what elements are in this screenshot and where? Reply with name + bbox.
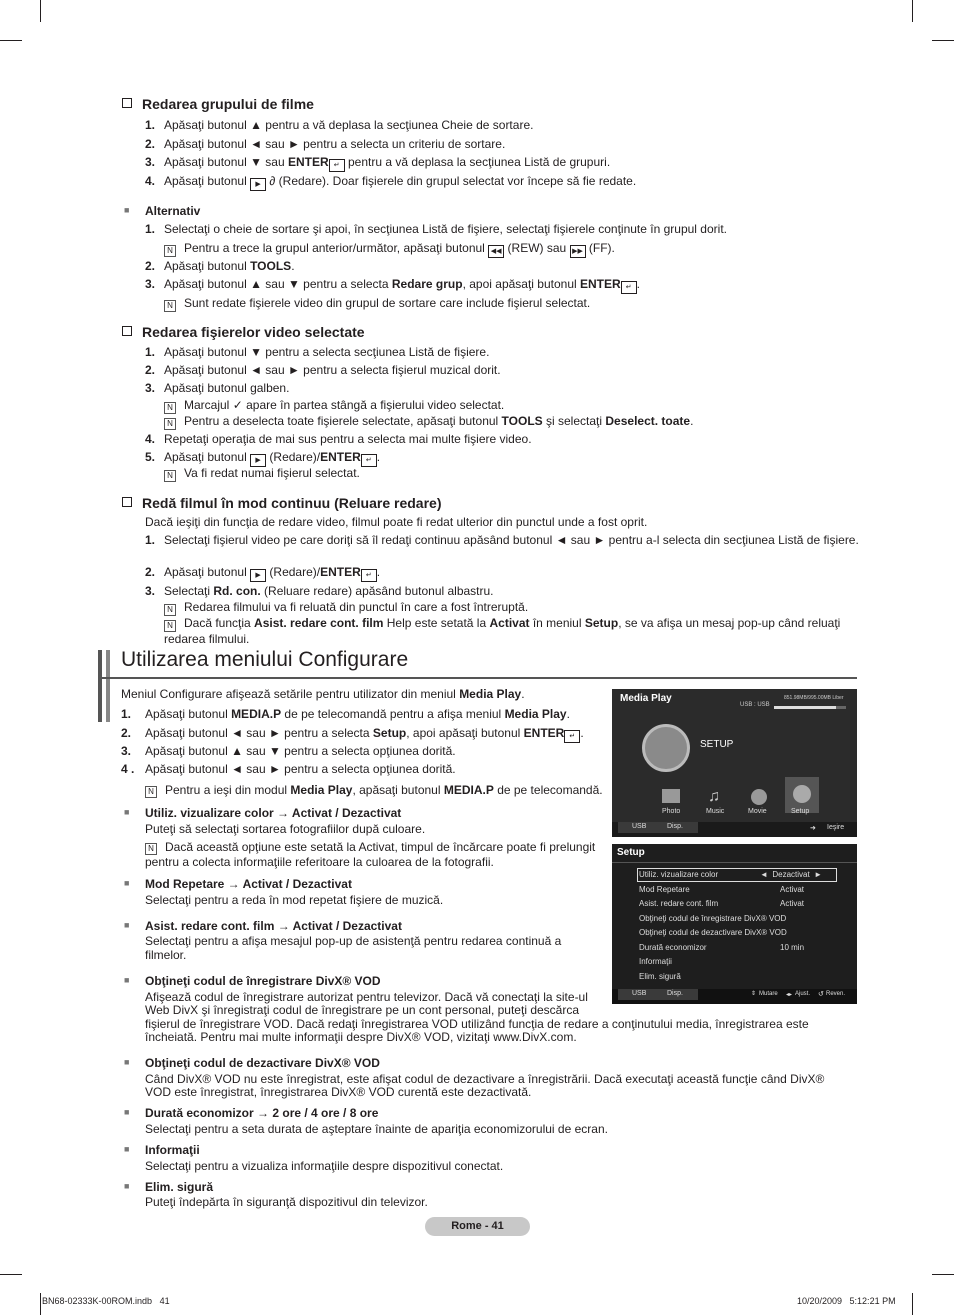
note: N Pentru a deselecta toate fişierele selectate, apăsaţi butonul TOOLS şi selectaţi Deselect. toate. [164,414,693,430]
step-number: 2. [121,726,132,740]
step-text: Apăsaţi butonul ◄ sau ► pentru a selecta opţiunea dorită. [145,762,456,776]
item-desc: Selectaţi pentru a reda în mod repetat fişiere de muzică. [145,893,444,907]
usb-label: USB : USB [740,702,770,708]
item-desc: Puteţi să selectaţi sortarea fotografiilor după culoare. [145,822,426,836]
fast-forward-icon: ▶▶ [570,245,586,258]
enter-icon: ↵ [361,569,377,582]
bullet-icon: ■ [124,205,130,215]
step-number: 1. [145,533,156,547]
item-desc: Puteţi îndepărta în siguranţă dispozitivul din televizor. [145,1195,428,1209]
section-heading: Redarea grupului de filme [122,96,314,112]
note: N Dacă această opţiune este setată la Activat, timpul de încărcare poate fi prelungit pentru a colecta informaţiile referitoare la culoarea de la fotografii. [145,840,596,869]
footer-usb: USB [632,990,647,997]
divider [612,862,857,863]
step-number: 3. [145,155,156,169]
play-icon: ▶ [250,569,266,582]
page-title: Utilizarea meniului Configurare [121,648,409,671]
note-icon: N [164,418,176,430]
step-text: Apăsaţi butonul ▲ pentru a vă deplasa la secţiunea Cheie de sortare. [164,118,534,132]
crop-mark [40,0,41,22]
setup-row-label[interactable]: Informaţii [639,957,672,966]
step-text: Apăsaţi butonul ▼ sau ENTER ↵ pentru a vă deplasa la secţiunea Listă de grupuri. [164,155,610,172]
step-number: 1. [121,707,132,721]
storage-label: 851.98MB/995.00MB Liber [784,695,844,701]
setup-row-label[interactable]: Elim. sigură [639,971,681,981]
item-desc: Selectaţi pentru a seta durata de aşteptare înainte de apariţia economizorului de ecran. [145,1122,608,1136]
note-icon: N [145,786,157,798]
enter-icon: ↵ [564,730,580,743]
intro-text: Meniul Configurare afişează setările pentru utilizator din meniul Media Play. [121,687,525,701]
checkmark-icon: ✓ [232,398,243,412]
note-icon: N [164,245,176,257]
decor-bar [98,650,102,722]
step-text: Apăsaţi butonul ▶ (Redare)/ENTER ↵ . [164,565,380,582]
footer-right: 10/20/2009 5:12:21 PM [797,1296,896,1306]
bullet-icon: ■ [124,807,130,817]
setup-row-value: ◄ Dezactivat ► [760,870,823,879]
rewind-icon: ◀◀ [488,245,504,258]
step-number: 4. [145,432,156,446]
bullet-icon: ■ [124,1107,130,1117]
note-icon: N [164,604,176,616]
checkbox-icon [122,497,132,507]
bullet-icon: ■ [124,1181,130,1191]
item-desc: Când DivX® VOD nu este înregistrat, este afişat codul de dezactivare a înregistrării. Dacă executaţi această funcţie când DivX® [145,1072,825,1086]
note: N Pentru a trece la grupul anterior/următor, apăsaţi butonul ◀◀ (REW) sau ▶▶ (FF). [164,241,615,258]
crop-mark [912,1293,913,1315]
bullet-icon: ■ [124,1057,130,1067]
section-heading: Redarea fişierelor video selectate [122,324,365,340]
setup-row-label[interactable]: Mod Repetare [639,884,690,894]
crop-mark [0,1274,22,1275]
page-number: Rome - 41 [425,1217,530,1236]
note-icon: N [164,470,176,482]
item-desc: Afişează codul de înregistrare autorizat pentru televizor. Dacă vă conectaţi la site-ul [145,990,588,1004]
item-title: Utiliz. vizualizare color → Activat / Dezactivat [145,806,402,820]
item-title: Elim. sigură [145,1180,214,1194]
step-text: Apăsaţi butonul ▼ pentru a selecta secţiunea Listă de fişiere. [164,345,490,359]
alt-label: Alternativ [145,204,201,218]
return-icon: ↺ [818,991,824,998]
music-label: Music [706,808,725,815]
footer-left: BN68-02333K-00ROM.indb 41 [42,1296,170,1306]
step-number: 2. [145,363,156,377]
item-desc: fişierul de înregistrare VOD. Dacă redaţi înregistrarea VOD utilizând funcţia de redare a conţinutului media, înregistrarea este [145,1017,809,1031]
setup-tile-label: Setup [791,808,810,815]
exit-icon: ➜ [810,825,816,832]
note-icon: N [145,843,157,855]
music-icon[interactable]: ♫ [708,788,720,805]
step-number: 1. [145,118,156,132]
step-number: 1. [145,222,156,236]
step-text: Apăsaţi butonul ◄ sau ► pentru a selecta un criteriu de sortare. [164,137,506,151]
setup-row-value: Activat [780,899,805,908]
step-number: 2. [145,565,156,579]
step-number: 2. [145,137,156,151]
adjust-icon: ◂▸ [786,992,793,998]
note-icon: N [164,402,176,414]
movie-icon[interactable] [751,789,767,805]
step-text: Repetaţi operaţia de mai sus pentru a selecta mai multe fişiere video. [164,432,532,446]
step-text: Apăsaţi butonul galben. [164,381,290,395]
crop-mark [912,0,913,22]
setup-row-label[interactable]: Asist. redare cont. film [639,899,719,908]
crop-mark [932,40,954,41]
bullet-icon: ■ [124,920,130,930]
footer-usb: USB [632,823,647,830]
note: N Dacă funcţia Asist. redare cont. film Help este setată la Activat în meniul Setup, se va afişa un mesaj pop-up când reluaţi redarea filmului. [164,616,841,646]
item-title: Obţineţi codul de dezactivare DivX® VOD [145,1056,380,1070]
enter-icon: ↵ [361,454,377,467]
item-title: Informaţii [145,1143,200,1157]
step-number: 3. [145,277,156,291]
note: N Sunt redate fişierele video din grupul de sortare care include fişierul selectat. [164,296,590,312]
step-text: Apăsaţi butonul TOOLS. [164,259,295,273]
play-icon: ▶ [250,178,266,191]
item-title: Mod Repetare → Activat / Dezactivat [145,877,352,891]
movie-label: Movie [748,808,767,815]
step-text: Apăsaţi butonul ◄ sau ► pentru a selecta Setup, apoi apăsaţi butonul ENTER ↵ . [145,726,584,743]
decor-bar [106,650,110,722]
photo-icon[interactable] [662,789,680,803]
step-number: 3. [121,744,132,758]
step-text: Apăsaţi butonul ▲ sau ▼ pentru a selecta Redare grup, apoi apăsaţi butonul ENTER ↵ . [164,277,640,294]
enter-icon: ↵ [621,281,637,294]
step-number: 4 . [121,762,135,776]
step-text: Apăsaţi butonul ◄ sau ► pentru a selecta fişierul muzical dorit. [164,363,501,377]
checkbox-icon [122,98,132,108]
setup-gear-icon[interactable] [793,785,811,803]
intro-text: Dacă ieşiţi din funcţia de redare video, filmul poate fi redat ulterior din punctul unde a fost oprit. [145,515,648,529]
note: N Va fi redat numai fişierul selectat. [164,466,360,482]
move-icon: ⇕ [751,991,757,997]
step-text: Selectaţi Rd. con. (Reluare redare) apăsând butonul albastru. [164,584,494,598]
setup-screen [612,844,857,1004]
step-text: Selectaţi o cheie de sortare şi apoi, în secţiunea Listă de fişiere, selectaţi fişierele conţinute în grupul dorit. [164,222,727,236]
enter-icon: ↵ [329,159,345,172]
setup-row-label[interactable]: Utiliz. vizualizare color [639,870,719,879]
setup-label: SETUP [700,739,734,750]
step-number: 4. [145,174,156,188]
step-number: 5. [145,450,156,464]
note-icon: N [164,300,176,312]
item-desc: VOD este înregistrat, înregistrarea DivX® VOD curentă este dezactivată. [145,1085,532,1099]
step-text: Apăsaţi butonul MEDIA.P de pe telecomandă pentru a afişa meniul Media Play. [145,707,570,721]
setup-row-label[interactable]: Obţineţi codul de dezactivare DivX® VOD [639,928,787,937]
bullet-icon: ■ [124,878,130,888]
setup-row-value: Activat [780,884,805,894]
item-desc: încheiată. Pentru mai multe informaţii despre DivX® VOD, vizitaţi www.DivX.com. [145,1030,577,1044]
item-desc: Web DivX şi înregistraţi codul de înregistrare pe un cont personal, puteţi descărca [145,1003,580,1017]
footer-adjust: Ajust. [795,991,811,997]
note: N Redarea filmului va fi reluată din punctul în care a fost întreruptă. [164,600,528,616]
item-desc: Selectaţi pentru a vizualiza informaţiile despre dispozitivul conectat. [145,1159,504,1173]
crop-mark [40,1293,41,1315]
footer-box [618,822,698,833]
media-play-screen [612,689,857,837]
setup-row-label[interactable]: Durată economizor [639,942,707,952]
section-heading: Redă filmul în mod continuu (Reluare redare) [122,495,441,511]
note: N Pentru a ieşi din modul Media Play, apăsaţi butonul MEDIA.P de pe telecomandă. [145,783,603,798]
item-title: Durată economizor → 2 ore / 4 ore / 8 ore [145,1106,379,1120]
step-text: Selectaţi fişierul video pe care doriţi să îl redaţi continuu apăsând butonul ◄ sau ► pentru a-l selecta din secţiunea Listă de fişiere. [164,533,859,547]
step-text: Apăsaţi butonul ▲ sau ▼ pentru a selecta opţiunea dorită. [145,744,456,758]
step-text: Apăsaţi butonul ▶ (Redare)/ENTER ↵ . [164,450,380,467]
panel-title: Setup [617,847,645,858]
item-desc: Selectaţi pentru a afişa mesajul pop-up de asistenţă pentru redarea continuă a filmelor. [145,934,562,962]
bullet-icon: ■ [124,975,130,985]
footer-return: Reven. [826,991,846,997]
checkbox-icon [122,326,132,336]
step-number: 3. [145,584,156,598]
crop-mark [0,40,22,41]
item-title: Asist. redare cont. film → Activat / Dezactivat [145,919,402,933]
step-number: 1. [145,345,156,359]
photo-label: Photo [662,808,681,815]
note-icon: N [164,620,176,632]
storage-bar [774,706,846,709]
step-number: 3. [145,381,156,395]
step-text: Apăsaţi butonul ▶ ∂ (Redare). Doar fişierele din grupul selectat vor începe să fie redate. [164,174,636,191]
divider [100,677,857,679]
setup-row-label[interactable]: Obţineţi codul de înregistrare DivX® VOD [639,913,787,923]
footer-move: Mutare [759,991,778,997]
step-number: 2. [145,259,156,273]
footer-disp: Disp. [667,823,683,830]
note: N Marcajul ✓ apare în partea stângă a fişierului video selectat. [164,398,504,414]
panel-title: Media Play [620,693,672,704]
footer-exit: Ieşire [827,824,845,831]
crop-mark [932,1274,954,1275]
play-icon: ▶ [250,454,266,467]
footer-box [618,989,698,1000]
gear-icon [642,724,690,772]
bullet-icon: ■ [124,1144,130,1154]
footer-disp: Disp. [667,990,683,997]
item-title: Obţineţi codul de înregistrare DivX® VOD [145,974,381,988]
setup-row-value: 10 min [780,942,805,952]
